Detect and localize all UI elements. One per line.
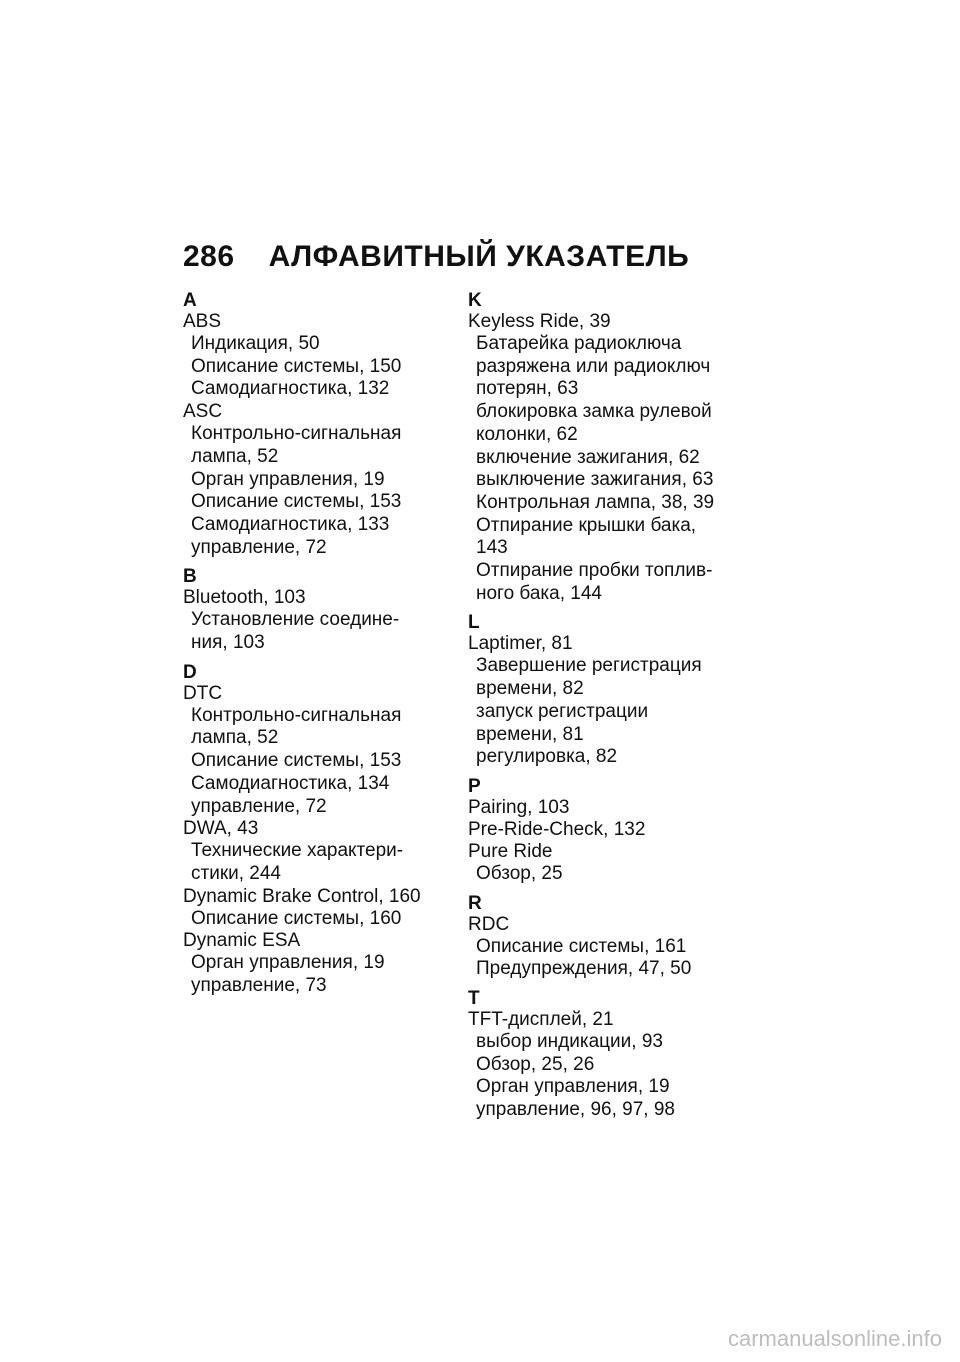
index-subentry: блокировка замка рулевой <box>476 401 712 423</box>
index-subentry: стики, 244 <box>191 862 281 884</box>
index-subentry: Самодиагностика, 133 <box>191 513 390 535</box>
index-subentry: лампа, 52 <box>191 445 279 467</box>
index-entry: Bluetooth, 103 <box>183 587 306 609</box>
index-entry: Pre-Ride-Check, 132 <box>468 818 646 840</box>
index-subentry: управление, 96, 97, 98 <box>476 1099 675 1121</box>
index-subentry: Описание системы, 153 <box>191 750 402 772</box>
index-subentry: разряжена или радиоключ <box>476 355 711 377</box>
page-title: АЛФАВИТНЫЙ УКАЗАТЕЛЬ <box>268 240 690 273</box>
page-header <box>183 240 689 274</box>
index-entry: RDC <box>468 913 510 935</box>
index-letter-heading: B <box>183 566 197 588</box>
index-entry: TFT-дисплей, 21 <box>468 1009 614 1031</box>
index-letter-heading: D <box>183 661 197 683</box>
index-letter-heading: L <box>468 612 480 634</box>
index-entry: DTC <box>183 682 223 704</box>
index-entry: Keyless Ride, 39 <box>468 311 611 332</box>
index-column-right <box>468 291 728 1122</box>
index-subentry: Обзор, 25 <box>476 862 563 884</box>
index-subentry: выбор индикации, 93 <box>476 1031 663 1053</box>
index-letter-heading: T <box>468 988 480 1010</box>
index-subentry: времени, 82 <box>476 678 584 700</box>
index-subentry: колонки, 62 <box>476 423 578 445</box>
index-subentry: Описание системы, 161 <box>476 935 687 957</box>
index-entry: Dynamic ESA <box>183 930 301 952</box>
index-subentry: управление, 73 <box>191 975 327 997</box>
index-subentry: Орган управления, 19 <box>476 1076 670 1098</box>
index-subentry: Установление соедине- <box>191 609 400 631</box>
index-subentry: Отпирание крышки бака, 143 <box>476 514 697 559</box>
index-letter-heading: R <box>468 892 482 914</box>
index-entry: Dynamic Brake Control, 160 <box>183 885 421 907</box>
index-subentry: регулировка, 82 <box>476 746 618 768</box>
index-subentry: запуск регистрации <box>476 700 649 722</box>
index-subentry: времени, 81 <box>476 723 584 745</box>
index-subentry: Предупреждения, 47, 50 <box>476 958 692 980</box>
watermark: carmanualsonline.info <box>727 1326 942 1351</box>
index-subentry: управление, 72 <box>191 536 327 558</box>
index-entry: Pairing, 103 <box>468 796 570 818</box>
index-subentry: управление, 72 <box>191 795 327 817</box>
index-entry: Pure Ride <box>468 840 553 862</box>
index-subentry: Контрольная лампа, 38, 39 <box>476 491 715 513</box>
index-subentry: Описание системы, 150 <box>191 355 402 377</box>
index-column-left <box>183 291 443 998</box>
index-letter-heading: K <box>468 290 482 311</box>
index-subentry: Технические характери- <box>191 840 404 862</box>
index-subentry: лампа, 52 <box>191 727 279 749</box>
page-number: 286 <box>183 240 235 273</box>
index-letter-heading: P <box>468 775 481 797</box>
index-subentry: включение зажигания, 62 <box>476 446 700 468</box>
index-subentry: ния, 103 <box>191 632 265 654</box>
index-letter-heading: A <box>183 290 197 311</box>
index-subentry: Контрольно-сигнальная <box>191 704 402 726</box>
index-subentry: Завершение регистрация <box>476 655 702 677</box>
index-entry: ASC <box>183 401 223 423</box>
index-subentry: Самодиагностика, 132 <box>191 378 390 400</box>
index-subentry: Индикация, 50 <box>191 333 320 354</box>
index-entry: DWA, 43 <box>183 818 259 840</box>
index-subentry: Отпирание пробки топлив- <box>476 560 713 582</box>
index-subentry: Орган управления, 19 <box>191 468 385 490</box>
index-entry: Laptimer, 81 <box>468 633 573 655</box>
index-subentry: Батарейка радиоключа <box>476 333 682 354</box>
index-subentry: Самодиагностика, 134 <box>191 772 390 794</box>
index-subentry: Обзор, 25, 26 <box>476 1053 595 1075</box>
index-subentry: потерян, 63 <box>476 378 579 400</box>
index-subentry: Описание системы, 153 <box>191 491 402 513</box>
index-subentry: ного бака, 144 <box>476 582 602 604</box>
index-subentry: выключение зажигания, 63 <box>476 469 714 491</box>
index-subentry: Контрольно-сигнальная <box>191 423 402 445</box>
index-subentry: Описание системы, 160 <box>191 907 402 929</box>
index-entry: ABS <box>183 311 222 332</box>
index-subentry: Орган управления, 19 <box>191 952 385 974</box>
